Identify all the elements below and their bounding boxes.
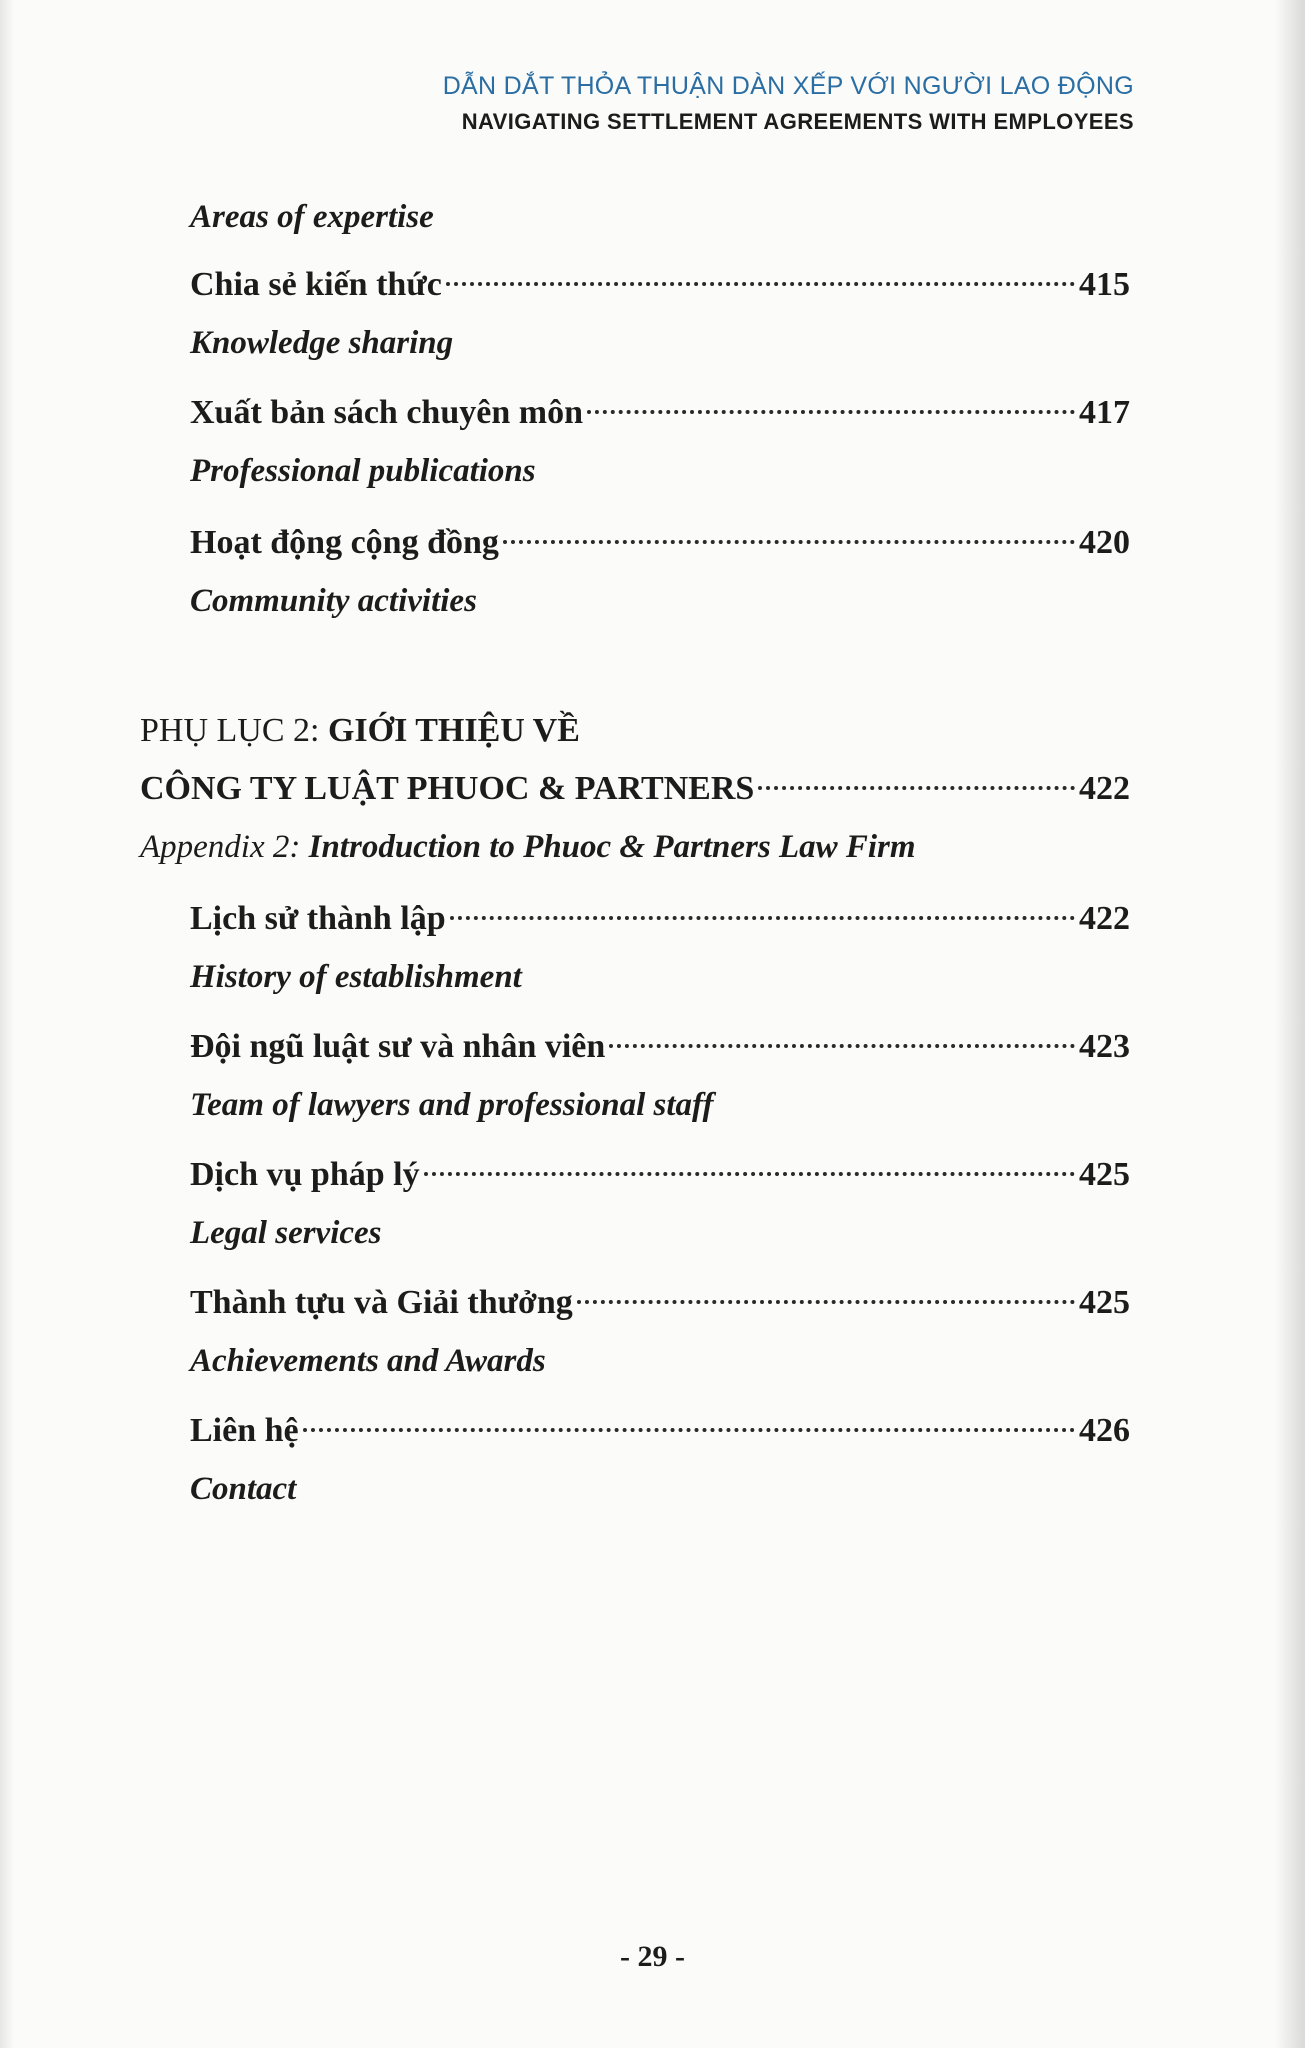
header-title-vietnamese: DẪN DẮT THỎA THUẬN DÀN XẾP VỚI NGƯỜI LAO ĐỘNG bbox=[442, 72, 1134, 100]
toc-entry-title: Liên hệ bbox=[190, 1412, 299, 1449]
running-header bbox=[443, 72, 1134, 135]
toc-entry bbox=[190, 514, 1130, 702]
appendix-title: CÔNG TY LUẬT PHUOC & PARTNERS bbox=[140, 770, 755, 807]
toc-section-1 bbox=[140, 256, 1130, 702]
toc-entry-title: Chia sẻ kiến thức bbox=[190, 266, 442, 303]
toc-entry-subtitle: Community activities bbox=[190, 583, 477, 619]
toc-entry-page: 425 bbox=[1079, 1156, 1130, 1193]
toc-entry bbox=[190, 256, 1130, 384]
dot-leader bbox=[446, 282, 1075, 286]
toc-entry-subtitle: Professional publications bbox=[190, 453, 536, 489]
toc-entry-page: 423 bbox=[1079, 1028, 1130, 1065]
dot-leader bbox=[758, 786, 1075, 790]
toc-entry-line bbox=[190, 890, 1130, 948]
toc-section-2 bbox=[140, 890, 1130, 1530]
page-number: - 29 - bbox=[620, 1940, 685, 1973]
toc-entry-line bbox=[190, 1018, 1130, 1076]
toc-entry bbox=[190, 1274, 1130, 1402]
toc-entry-subtitle: Team of lawyers and professional staff bbox=[190, 1087, 714, 1123]
dot-leader bbox=[424, 1172, 1075, 1176]
toc-entry-title: Thành tựu và Giải thưởng bbox=[190, 1284, 573, 1321]
toc-entry-subtitle: Contact bbox=[190, 1471, 297, 1507]
toc-entry bbox=[190, 384, 1130, 514]
toc-entry-title: Xuất bản sách chuyên môn bbox=[190, 394, 583, 431]
toc-entry-subtitle: Knowledge sharing bbox=[190, 325, 454, 361]
appendix-subtitle bbox=[140, 818, 1130, 876]
toc-appendix-heading bbox=[140, 702, 1130, 890]
dot-leader bbox=[587, 410, 1075, 414]
appendix-subtitle-text: Introduction to Phuoc & Partners Law Firm bbox=[308, 829, 916, 865]
toc-entry-subtitle: History of establishment bbox=[190, 959, 522, 995]
toc-entry-line bbox=[190, 256, 1130, 314]
appendix-heading-line-2 bbox=[140, 760, 1130, 818]
toc-entry-page: 420 bbox=[1079, 524, 1130, 561]
table-of-contents bbox=[140, 188, 1130, 1530]
toc-subtitle-areas-of-expertise: Areas of expertise bbox=[190, 199, 434, 235]
toc-entry bbox=[190, 890, 1130, 1018]
toc-entry-line bbox=[190, 1402, 1130, 1460]
appendix-prefix: PHỤ LỤC 2: bbox=[140, 712, 328, 749]
page-edge-shadow-right bbox=[1275, 0, 1305, 2048]
dot-leader bbox=[303, 1428, 1075, 1432]
toc-entry bbox=[190, 1018, 1130, 1146]
toc-entry-line bbox=[190, 384, 1130, 442]
page-edge-shadow-left bbox=[0, 0, 14, 2048]
appendix-heading-line-1 bbox=[140, 702, 1130, 760]
toc-entry-subtitle: Achievements and Awards bbox=[190, 1343, 546, 1379]
appendix-page: 422 bbox=[1079, 770, 1130, 807]
toc-entry-line bbox=[190, 1274, 1130, 1332]
dot-leader bbox=[450, 916, 1075, 920]
toc-entry-title: Dịch vụ pháp lý bbox=[190, 1156, 420, 1193]
dot-leader bbox=[577, 1300, 1075, 1304]
toc-entry-subtitle: Legal services bbox=[190, 1215, 382, 1251]
toc-entry-page: 415 bbox=[1079, 266, 1130, 303]
toc-entry-page: 417 bbox=[1079, 394, 1130, 431]
toc-entry-title: Lịch sử thành lập bbox=[190, 900, 446, 937]
dot-leader bbox=[609, 1044, 1075, 1048]
toc-entry bbox=[190, 1402, 1130, 1530]
toc-entry-line bbox=[190, 1146, 1130, 1204]
toc-entry-page: 422 bbox=[1079, 900, 1130, 937]
header-title-english: NAVIGATING SETTLEMENT AGREEMENTS WITH EMPLOYEES bbox=[461, 109, 1134, 134]
toc-entry bbox=[190, 1146, 1130, 1274]
toc-entry-line bbox=[190, 514, 1130, 572]
toc-entry-title: Đội ngũ luật sư và nhân viên bbox=[190, 1028, 606, 1065]
toc-entry-title: Hoạt động cộng đồng bbox=[190, 524, 499, 561]
dot-leader bbox=[503, 540, 1075, 544]
appendix-title-part: GIỚI THIỆU VỀ bbox=[327, 712, 580, 749]
toc-entry-page: 426 bbox=[1079, 1412, 1130, 1449]
toc-entry-page: 425 bbox=[1079, 1284, 1130, 1321]
appendix-subtitle-prefix: Appendix 2: bbox=[140, 829, 309, 865]
